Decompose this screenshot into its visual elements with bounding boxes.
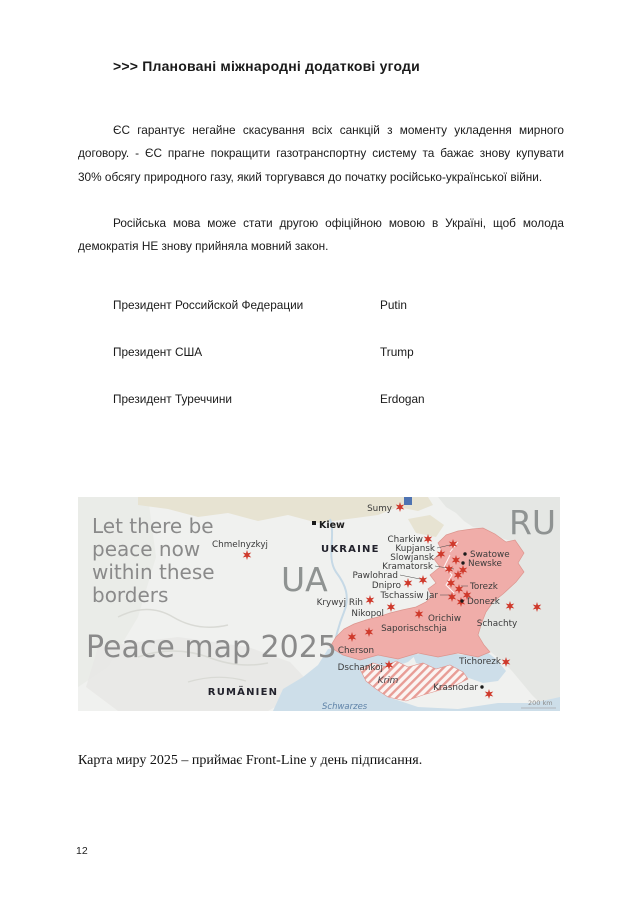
- city-label: Saporischschja: [381, 624, 447, 634]
- sumy-blue-marker: [404, 497, 412, 505]
- country-label-ua: UA: [281, 560, 328, 599]
- signatory-name: Putin: [380, 298, 407, 312]
- country-label-romania: RUMÄNIEN: [207, 687, 279, 698]
- signatory-title: Президент США: [113, 345, 203, 359]
- country-label-ru: RU: [509, 503, 557, 542]
- city-label: Charkiw: [387, 535, 423, 545]
- donezk-dot: [460, 599, 463, 602]
- peace-map-image: [78, 497, 560, 711]
- city-label: Swatowe: [470, 550, 510, 560]
- city-label: Kramatorsk: [382, 562, 433, 572]
- watermark-line: within these: [92, 560, 215, 584]
- city-label: Slowjansk: [390, 553, 434, 563]
- peace-map-graphic: [78, 497, 560, 711]
- city-label: Pawlohrad: [352, 571, 398, 581]
- swatowe-dot: [463, 552, 466, 555]
- city-label: Tschassiw Jar: [380, 591, 438, 601]
- city-label: Schachty: [476, 619, 518, 629]
- page-title: >>> Плановані міжнародні додаткові угоди: [113, 58, 420, 74]
- city-label: Donezk: [467, 597, 500, 607]
- city-label: Nikopol: [351, 609, 384, 619]
- city-label: Chmelnyzkyj: [212, 540, 268, 550]
- watermark-line: Let there be: [92, 514, 214, 538]
- signatory-row: [113, 392, 533, 410]
- page-number: 12: [76, 845, 88, 857]
- city-label: Kupjansk: [395, 544, 435, 554]
- watermark-title: Peace map 2025: [86, 630, 337, 665]
- body-paragraph: ЄС гарантує негайне скасування всіх санкцій з моменту укладення мирного договору. - ЄС прагне покращити газотранспортну систему та бажає знову купувати 30% обсягу природного газу, який торгувався до початку російсько-української війни.: [78, 122, 564, 184]
- city-label: Dnipro: [371, 581, 401, 591]
- krasnodar-dot: [480, 685, 483, 688]
- country-label-ukraine: UKRAINE: [321, 544, 380, 555]
- signatory-row: [113, 298, 533, 316]
- region-label-krim: Krim: [377, 676, 399, 686]
- city-label: Dschankoj: [337, 663, 383, 673]
- signatory-title: Президент Российской Федерации: [113, 298, 304, 312]
- body-paragraph: Російська мова може стати другою офіційною мовою в Україні, щоб молода демократія НЕ знову прийняла мовний закон.: [78, 215, 564, 254]
- city-label: Kiew: [319, 520, 345, 531]
- kiew-square-marker: [312, 521, 316, 525]
- city-label: Orichiw: [428, 614, 462, 624]
- map-caption: Карта миру 2025 – приймає Front-Line у день підписання.: [78, 753, 423, 768]
- signatory-title: Президент Туреччини: [113, 392, 233, 406]
- scale-label: 200 km: [528, 699, 553, 707]
- signatory-name: Erdogan: [380, 392, 425, 406]
- watermark-line: borders: [92, 583, 169, 607]
- city-label: Krywyj Rih: [316, 598, 363, 608]
- city-label: Newske: [468, 559, 502, 569]
- city-label: Cherson: [337, 646, 375, 656]
- city-label: Krasnodar: [433, 683, 478, 693]
- watermark-line: peace now: [92, 537, 201, 561]
- city-label: Tichorezk: [459, 657, 501, 667]
- newske-dot: [461, 561, 464, 564]
- signatory-row: [113, 345, 533, 363]
- signatory-name: Trump: [380, 345, 414, 359]
- city-label: Sumy: [367, 504, 392, 514]
- sea-label: Schwarzes: [322, 702, 368, 711]
- city-label: Torezk: [470, 582, 498, 592]
